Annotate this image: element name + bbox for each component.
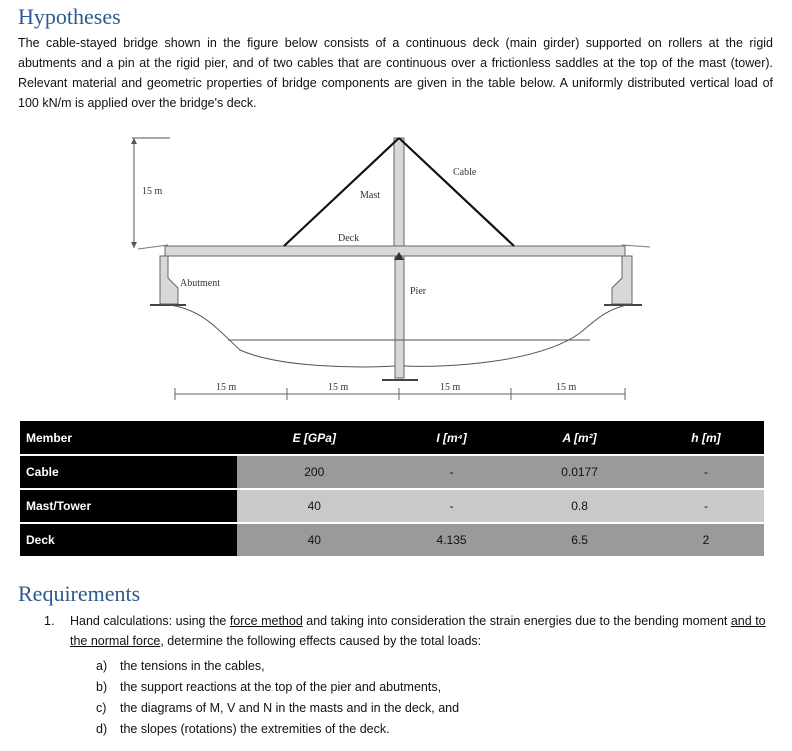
cell-a: 0.8 bbox=[511, 489, 648, 523]
cell-h: 2 bbox=[648, 523, 764, 557]
cable-right bbox=[399, 138, 514, 246]
height-label: 15 m bbox=[142, 186, 163, 197]
force-method-underline: force method bbox=[229, 614, 303, 628]
list-item: c) the diagrams of M, V and N in the masts and in the deck, and bbox=[96, 701, 460, 715]
requirement-text: Hand calculations: using the force method and taking into consideration the strain energies due to the bending moment and to the normal force, determine the following effects caused by the total loads: bbox=[70, 614, 766, 648]
properties-table bbox=[20, 421, 764, 558]
abutment-label: Abutment bbox=[180, 278, 220, 289]
span-label-4: 15 m bbox=[556, 382, 577, 393]
deck bbox=[165, 246, 625, 256]
table-row bbox=[20, 455, 764, 489]
mast bbox=[394, 138, 404, 246]
span-label-1: 15 m bbox=[216, 382, 237, 393]
abutment-right bbox=[612, 256, 632, 304]
cell-e: 40 bbox=[237, 523, 392, 557]
cable-left bbox=[284, 138, 399, 246]
table-row bbox=[20, 523, 764, 557]
header-a: A [m²] bbox=[511, 421, 648, 455]
span-label-2: 15 m bbox=[328, 382, 349, 393]
list-item: d) the slopes (rotations) the extremities of the deck. bbox=[96, 722, 390, 736]
requirements-title: Requirements bbox=[18, 581, 141, 606]
cell-h: - bbox=[648, 489, 764, 523]
list-item: a) the tensions in the cables, bbox=[96, 659, 265, 673]
header-e: E [GPa] bbox=[237, 421, 392, 455]
header-h: h [m] bbox=[648, 421, 764, 455]
height-dim-arrow-bottom bbox=[131, 242, 137, 248]
cell-a: 0.0177 bbox=[511, 455, 648, 489]
cell-i: 4.135 bbox=[392, 523, 511, 557]
normal-force-underline: and to the normal force bbox=[70, 614, 766, 648]
requirement-subitems bbox=[96, 656, 459, 740]
hypotheses-title: Hypotheses bbox=[18, 4, 121, 29]
cell-i: - bbox=[392, 455, 511, 489]
list-item: b) the support reactions at the top of the pier and abutments, bbox=[96, 680, 442, 694]
deck-label: Deck bbox=[338, 233, 360, 244]
cell-e: 200 bbox=[237, 455, 392, 489]
header-member: Member bbox=[20, 421, 237, 455]
cell-member: Cable bbox=[20, 455, 237, 489]
hypotheses-paragraph: The cable-stayed bridge shown in the figure below consists of a continuous deck (main girder) supported on rollers at the rigid abutments and a pin at the rigid pier, and of two cables that are continuous over a frictionless saddles at the top of the mast (tower). Relevant material and geometric properties of bridge components are given in the table below. A uniformly distributed vertical load of 100 kN/m is applied over the bridge's deck. bbox=[18, 36, 773, 110]
abutment-left bbox=[160, 256, 178, 304]
header-i: I [m⁴] bbox=[392, 421, 511, 455]
roller-left bbox=[138, 245, 168, 249]
cell-a: 6.5 bbox=[511, 523, 648, 557]
span-label-3: 15 m bbox=[440, 382, 461, 393]
requirement-item-1 bbox=[44, 611, 772, 651]
bridge-figure bbox=[120, 128, 660, 418]
cell-member: Deck bbox=[20, 523, 237, 557]
pier-label: Pier bbox=[410, 286, 427, 297]
height-dim-arrow-top bbox=[131, 138, 137, 144]
mast-label: Mast bbox=[360, 190, 380, 201]
cell-member: Mast/Tower bbox=[20, 489, 237, 523]
cable-label: Cable bbox=[453, 167, 477, 178]
requirement-number: 1. bbox=[44, 614, 55, 628]
cell-h: - bbox=[648, 455, 764, 489]
roller-right bbox=[622, 245, 650, 247]
table-row bbox=[20, 489, 764, 523]
pier bbox=[395, 256, 404, 378]
cell-e: 40 bbox=[237, 489, 392, 523]
cell-i: - bbox=[392, 489, 511, 523]
